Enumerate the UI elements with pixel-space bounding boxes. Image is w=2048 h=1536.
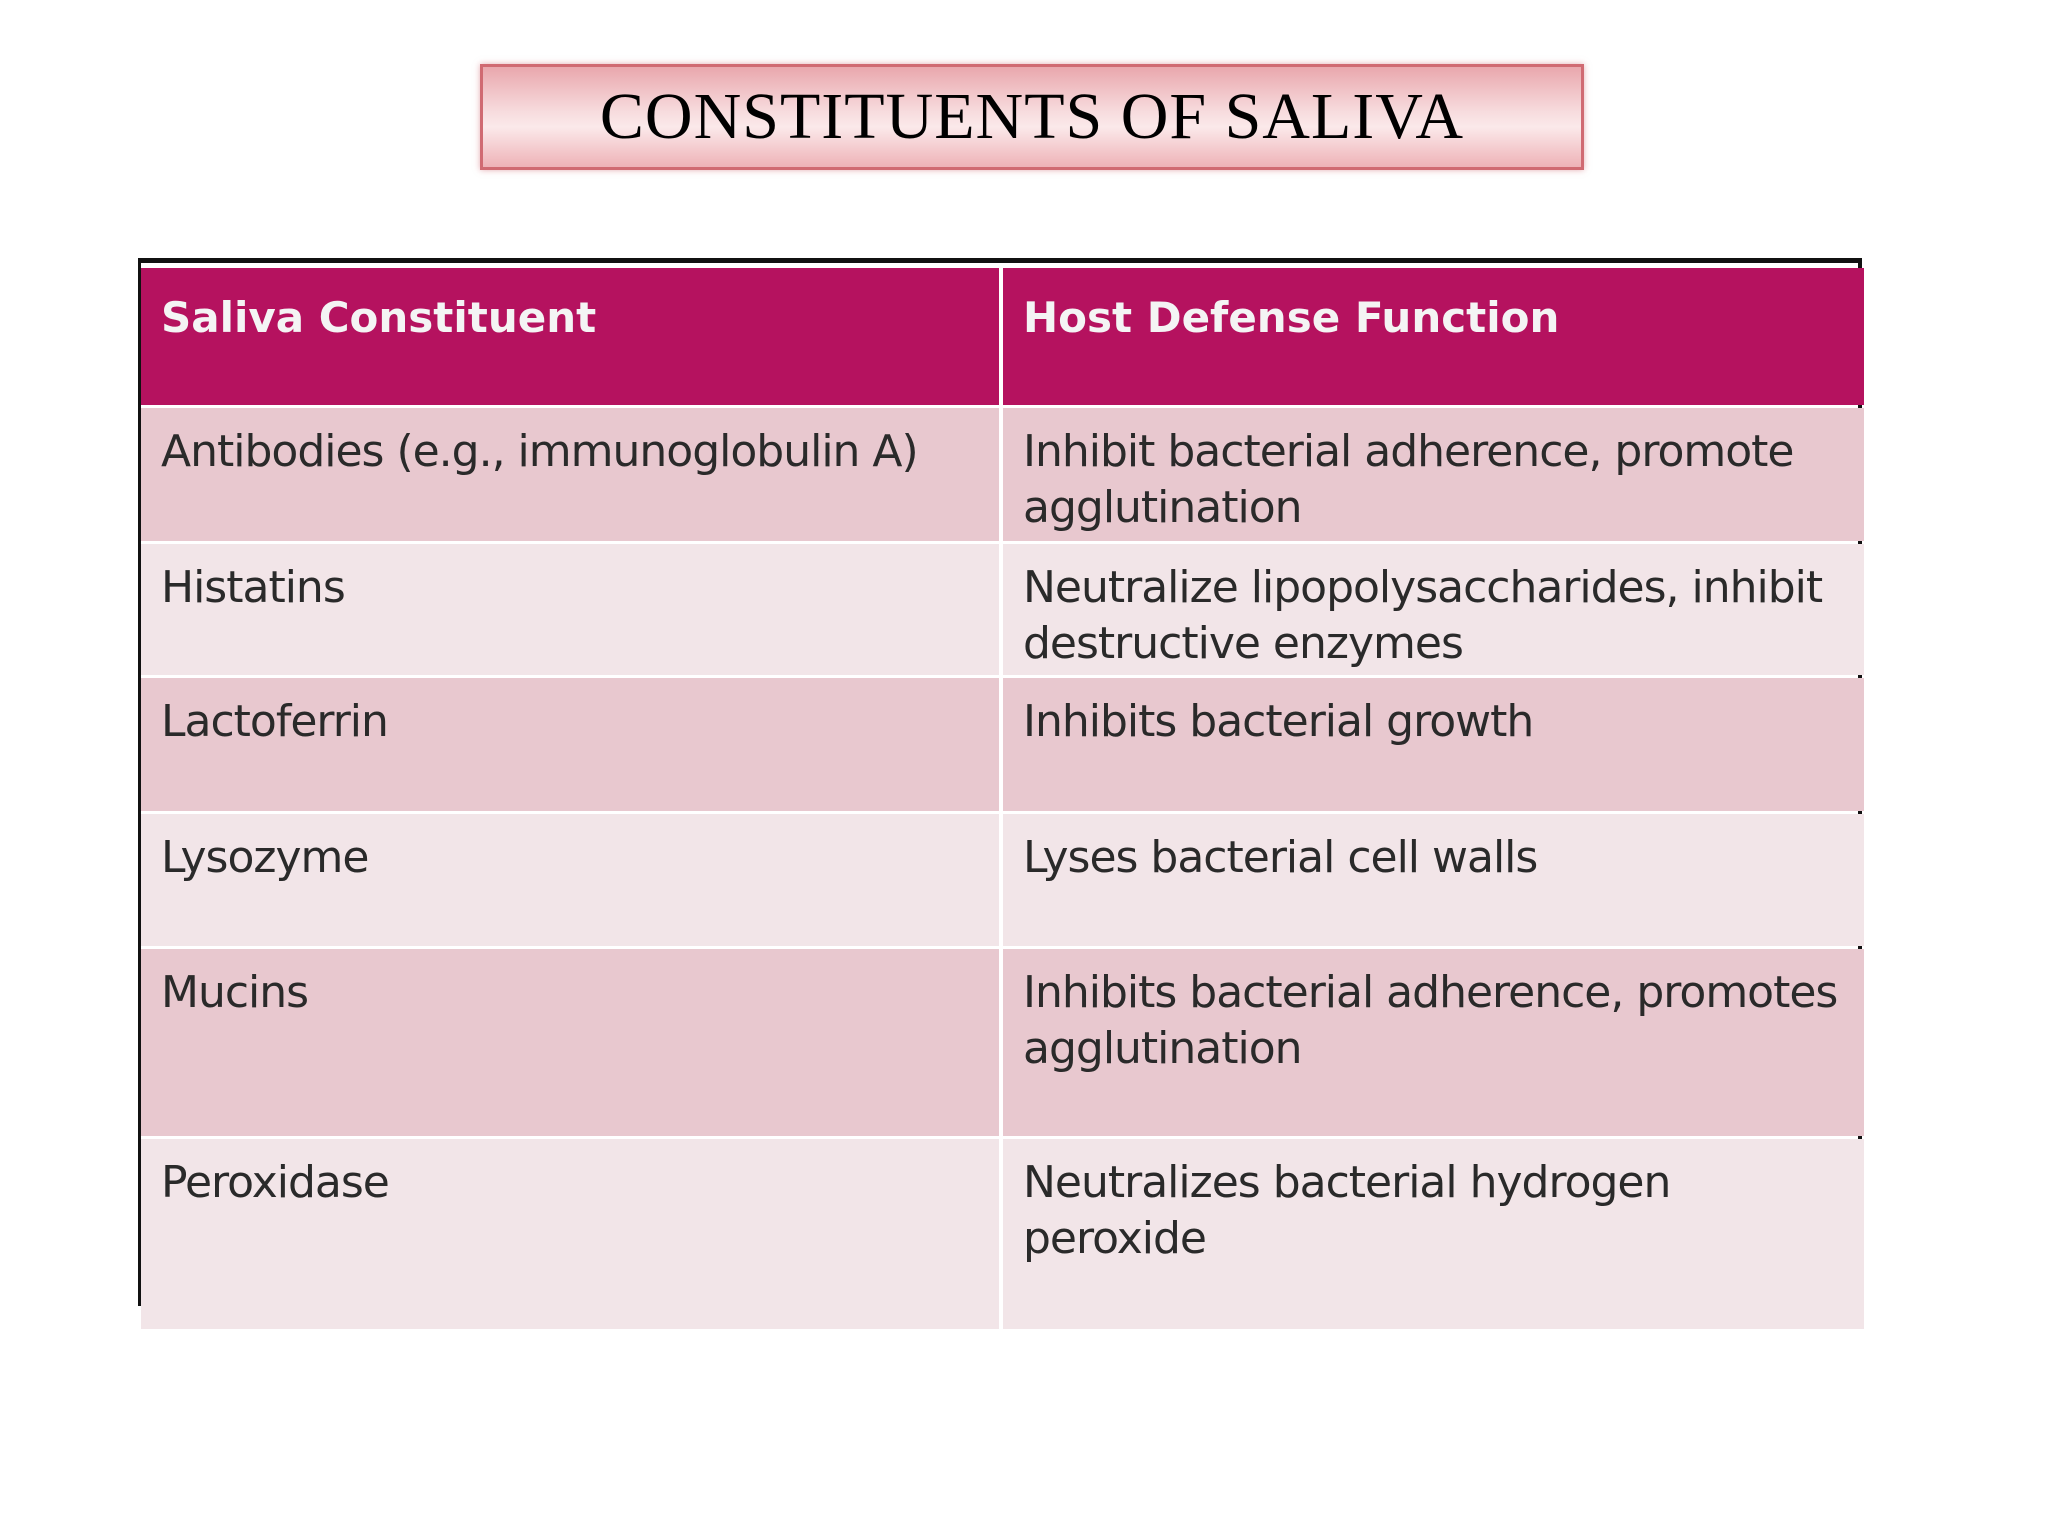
column-header-constituent: Saliva Constituent <box>141 268 999 405</box>
table-cell-constituent: Antibodies (e.g., immunoglobulin A) <box>141 408 999 541</box>
table-cell-function: Inhibits bacterial adherence, promotes agglutination <box>1003 949 1864 1136</box>
table-grid <box>141 263 1858 1306</box>
constituents-table <box>138 258 1862 1306</box>
table-cell-constituent: Lysozyme <box>141 814 999 946</box>
column-header-function: Host Defense Function <box>1003 268 1864 405</box>
page-title: CONSTITUENTS OF SALIVA <box>599 80 1465 153</box>
table-cell-function: Inhibits bacterial growth <box>1003 678 1864 811</box>
title-box <box>480 64 1584 170</box>
table-cell-function: Lyses bacterial cell walls <box>1003 814 1864 946</box>
table-cell-constituent: Peroxidase <box>141 1139 999 1329</box>
table-cell-function: Neutralize lipopolysaccharides, inhibit destructive enzymes <box>1003 544 1864 675</box>
table-cell-function: Neutralizes bacterial hydrogen peroxide <box>1003 1139 1864 1329</box>
table-cell-constituent: Mucins <box>141 949 999 1136</box>
table-cell-constituent: Lactoferrin <box>141 678 999 811</box>
table-cell-function: Inhibit bacterial adherence, promote agglutination <box>1003 408 1864 541</box>
table-cell-constituent: Histatins <box>141 544 999 675</box>
